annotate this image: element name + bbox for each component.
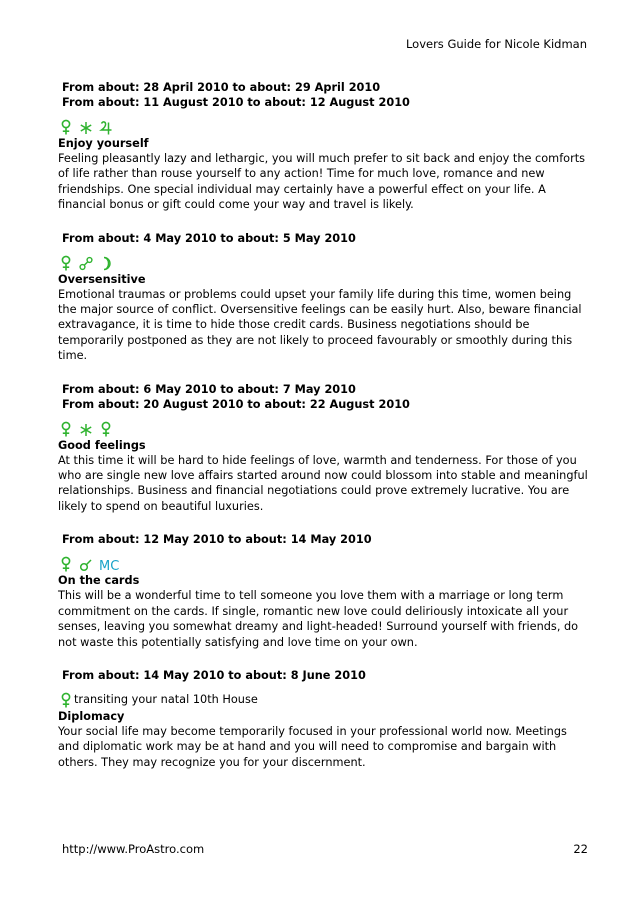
jupiter-icon	[98, 119, 116, 135]
venus-icon	[58, 692, 72, 708]
date-range: From about: 11 August 2010 to about: 12 August 2010	[62, 96, 410, 109]
transit-title: Oversensitive	[58, 272, 146, 286]
date-range: From about: 28 April 2010 to about: 29 April 2010	[62, 81, 381, 94]
venus-icon	[58, 421, 76, 437]
date-range: From about: 14 May 2010 to about: 8 June 2010	[62, 668, 366, 682]
transit-body: Emotional traumas or problems could upset your family life during this time, women being the major source of conflict. Oversensitive feelings can be easily hurt. Also, beware financial extravagance, it is time to hide those credit cards. Business negotiations should be temporarily postponed as they are not likely to proceed favourably or smoothly during this time.	[58, 287, 582, 363]
date-range: From about: 12 May 2010 to about: 14 May 2010	[62, 533, 372, 547]
transit-period	[58, 532, 588, 650]
conjunction-icon	[78, 556, 96, 572]
mc-label: MC	[99, 559, 120, 573]
transit-title: On the cards	[58, 574, 140, 588]
aspect-glyphs	[58, 556, 588, 572]
sextile-icon	[78, 119, 96, 135]
moon-icon	[98, 255, 116, 271]
venus-icon	[58, 556, 76, 572]
transit-period	[58, 668, 588, 770]
date-range: From about: 6 May 2010 to about: 7 May 2010	[62, 382, 356, 396]
sextile-icon	[78, 421, 96, 437]
opposition-icon	[78, 255, 96, 271]
aspect-glyphs	[58, 692, 588, 708]
venus-icon	[58, 119, 76, 135]
transit-title: Diplomacy	[58, 709, 125, 723]
venus-icon	[98, 421, 116, 437]
date-range: From about: 4 May 2010 to about: 5 May 2010	[62, 231, 356, 245]
transit-body: Feeling pleasantly lazy and lethargic, you will much prefer to sit back and enjoy the comforts of life rather than rouse yourself to any action! Time for much love, romance and new friendships. One special individual may certainly have a powerful effect on your life. A financial bonus or gift could come your way and travel is likely.	[58, 152, 586, 212]
aspect-glyphs	[58, 255, 588, 271]
midheaven-icon	[98, 556, 124, 572]
aspect-glyphs	[58, 421, 588, 437]
content	[58, 80, 588, 788]
house-transit-text: transiting your natal 10th House	[74, 692, 258, 706]
date-range: From about: 20 August 2010 to about: 22 August 2010	[62, 397, 410, 411]
page-number: 22	[573, 842, 588, 856]
transit-title: Good feelings	[58, 438, 146, 452]
venus-icon	[58, 255, 76, 271]
transit-period	[58, 231, 588, 364]
aspect-glyphs	[58, 119, 588, 135]
transit-body: Your social life may become temporarily focused in your professional world now. Meetings and diplomatic work may be at hand and you will need to compromise and bargain with others. They may recognize you for your discernment.	[58, 724, 567, 769]
transit-body: At this time it will be hard to hide feelings of love, warmth and tenderness. For those of you who are single new love affairs started around now could blossom into stable and meaningful relationships. Business and financial negotiations could prove extremely lucrative. You are likely to spend on beautiful luxuries.	[58, 453, 588, 513]
transit-title: Enjoy yourself	[58, 137, 149, 150]
transit-period	[58, 382, 588, 515]
footer-url[interactable]: http://www.ProAstro.com	[62, 842, 205, 856]
page-header: Lovers Guide for Nicole Kidman	[405, 37, 587, 51]
transit-period	[58, 80, 588, 213]
transit-body: This will be a wonderful time to tell someone you love them with a marriage or long term commitment on the cards. If single, romantic new love could deliriously intoxicate all your senses, leaving you somewhat dreamy and light-headed! Surround yourself with friends, do not waste this potentially satisfying and love time on your own.	[58, 589, 579, 649]
